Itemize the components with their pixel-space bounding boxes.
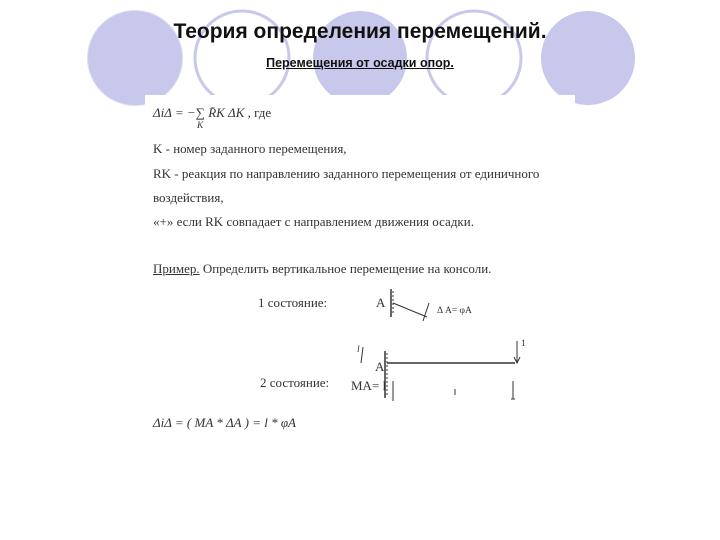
main-formula-where: где xyxy=(254,105,272,120)
state2-l: l xyxy=(357,345,360,355)
result-formula: ΔiΔ = ( MA * ΔA ) = l * φA xyxy=(153,415,296,430)
state2-one: 1 xyxy=(521,339,526,349)
line-sign-rule: «+» если RK совпадает с направлением движения осадки. xyxy=(153,214,474,229)
state1-label: 1 состояние: xyxy=(258,295,328,310)
line-rk-definition: RK - реакция по направлению заданного перемещения от единичного xyxy=(153,166,540,181)
state2-moment-arrow xyxy=(361,347,363,363)
state1-deflection-line xyxy=(393,303,427,317)
state2-label: 2 состояние: xyxy=(260,375,330,390)
slide-title: Теория определения перемещений. xyxy=(173,20,547,43)
scanned-page xyxy=(145,95,575,440)
state2-point: A xyxy=(375,359,385,374)
main-formula-text: ΔiΔ = −∑ R̄K ΔK , xyxy=(153,105,251,120)
line-k-definition: K - номер заданного перемещения, xyxy=(153,141,347,156)
slide-subtitle: Перемещения от осадки опор. xyxy=(266,56,454,70)
state1-angle-line xyxy=(423,303,429,321)
sum-index: K xyxy=(197,121,204,131)
example-text: Определить вертикальное перемещение на консоли. xyxy=(202,261,492,276)
state1-delta: Δ A= φA xyxy=(437,306,472,316)
state2-moment: MA= l xyxy=(351,378,387,393)
line-rk-continued: воздействия, xyxy=(153,190,224,205)
example-label: Пример. xyxy=(153,261,200,276)
state1-point: A xyxy=(376,295,386,310)
